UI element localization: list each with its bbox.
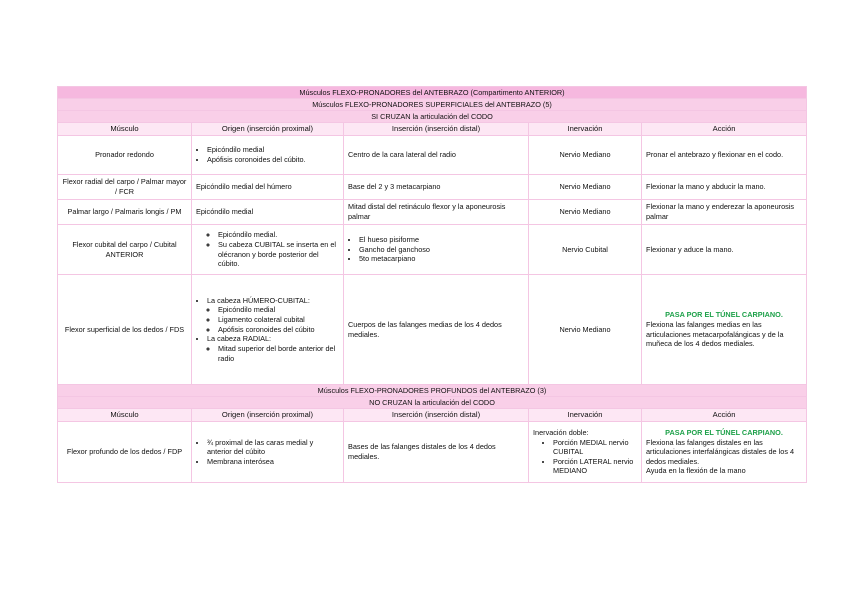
header-insertion: Inserción (inserción distal): [344, 409, 529, 422]
nerve-item: • Porción LATERAL nervio MEDIANO: [553, 457, 637, 476]
header-muscle: Músculo: [58, 409, 192, 422]
table-row: [58, 275, 807, 385]
action-text: Flexiona las falanges distales en las articulaciones interfalángicas distales de los 4 dedos mediales.: [646, 437, 795, 466]
muscle-name: Flexor profundo de los dedos / FDP: [58, 422, 192, 483]
table-row: [58, 200, 807, 225]
insertion-cell: Cuerpos de las falanges medias de los 4 dedos mediales.: [344, 275, 529, 385]
origin-item: ◦ Epicóndilo medial: [218, 305, 339, 315]
muscle-name: Flexor cubital del carpo / Cubital ANTERIOR: [58, 225, 192, 275]
column-header-row: [58, 409, 807, 422]
carpal-tunnel-note: PASA POR EL TÚNEL CARPIANO.: [665, 427, 783, 437]
header-insertion: Inserción (inserción distal): [344, 123, 529, 136]
insertion-cell: Base del 2 y 3 metacarpiano: [344, 175, 529, 200]
origin-item: • Membrana interósea: [207, 457, 339, 467]
origin-cell: [192, 225, 344, 275]
nerve-cell: Nervio Mediano: [529, 175, 642, 200]
carpal-tunnel-note: PASA POR EL TÚNEL CARPIANO.: [665, 310, 783, 320]
column-header-row: [58, 123, 807, 136]
action-cell: [642, 422, 807, 483]
muscle-name: Pronador redondo: [58, 136, 192, 175]
superficial-group-title: Músculos FLEXO-PRONADORES SUPERFICIALES del ANTEBRAZO (5): [58, 99, 807, 111]
nerve-cell: Nervio Mediano: [529, 200, 642, 225]
origin-item: ◦ Mitad superior del borde anterior del radio: [218, 344, 339, 363]
nerve-cell: Nervio Mediano: [529, 275, 642, 385]
insertion-item: • 5to metacarpiano: [359, 254, 524, 264]
muscle-name: Flexor radial del carpo / Palmar mayor / FCR: [58, 175, 192, 200]
origin-cell: Epicóndilo medial del húmero: [192, 175, 344, 200]
header-nerve: Inervación: [529, 123, 642, 136]
insertion-cell: [344, 225, 529, 275]
origin-head: [207, 334, 339, 363]
nerve-item: • Porción MEDIAL nervio CUBITAL: [553, 438, 637, 457]
nerve-cell: Nervio Mediano: [529, 136, 642, 175]
origin-cell: [192, 422, 344, 483]
table-row: [58, 175, 807, 200]
origin-cell: [192, 275, 344, 385]
action-cell: Flexionar y aduce la mano.: [642, 225, 807, 275]
insertion-cell: Mitad distal del retináculo flexor y la aponeurosis palmar: [344, 200, 529, 225]
muscle-table: [57, 86, 807, 483]
action-text: Flexiona las falanges medias en las articulaciones metacarpofalángicas y de la muñeca de los 4 dedos mediales.: [646, 319, 784, 349]
origin-item: ◦ Epicóndilo medial.: [218, 230, 339, 240]
header-nerve: Inervación: [529, 409, 642, 422]
nerve-cell: Nervio Cubital: [529, 225, 642, 275]
origin-cell: [192, 136, 344, 175]
deep-group-subtitle: NO CRUZAN la articulación del CODO: [58, 397, 807, 409]
nerve-title: Inervación doble:: [533, 427, 589, 437]
header-origin: Origen (inserción proximal): [192, 409, 344, 422]
header-action: Acción: [642, 409, 807, 422]
deep-group-title: Músculos FLEXO-PRONADORES PROFUNDOS del ANTEBRAZO (3): [58, 385, 807, 397]
insertion-item: • El hueso pisiforme: [359, 235, 524, 245]
action-cell: [642, 275, 807, 385]
origin-head-label: La cabeza RADIAL:: [207, 334, 272, 344]
table-title: Músculos FLEXO-PRONADORES del ANTEBRAZO (Compartimento ANTERIOR): [58, 87, 807, 99]
origin-item: • Epicóndilo medial: [207, 145, 339, 155]
superficial-group-subtitle: SI CRUZAN la articulación del CODO: [58, 111, 807, 123]
insertion-item: • Gancho del ganchoso: [359, 245, 524, 255]
header-muscle: Músculo: [58, 123, 192, 136]
action-cell: Flexionar la mano y enderezar la aponeurosis palmar: [642, 200, 807, 225]
table-row: [58, 136, 807, 175]
action-cell: Pronar el antebrazo y flexionar en el codo.: [642, 136, 807, 175]
table-row: [58, 225, 807, 275]
insertion-cell: Bases de las falanges distales de los 4 dedos mediales.: [344, 422, 529, 483]
header-action: Acción: [642, 123, 807, 136]
header-origin: Origen (inserción proximal): [192, 123, 344, 136]
table-row: [58, 422, 807, 483]
origin-item: ◦ Su cabeza CUBITAL se inserta en el olécranon y borde posterior del cúbito.: [218, 240, 339, 269]
origin-item: ◦ Apófisis coronoides del cúbito: [218, 325, 339, 335]
muscle-table-sheet: [57, 86, 806, 483]
origin-cell: Epicóndilo medial: [192, 200, 344, 225]
origin-item: • Apófisis coronoides del cúbito.: [207, 155, 339, 165]
origin-item: • ¾ proximal de las caras medial y anterior del cúbito: [207, 438, 339, 457]
origin-head-label: La cabeza HÚMERO-CUBITAL:: [207, 295, 310, 305]
action-extra: Ayuda en la flexión de la mano: [646, 466, 746, 476]
nerve-cell: [529, 422, 642, 483]
insertion-cell: Centro de la cara lateral del radio: [344, 136, 529, 175]
muscle-name: Palmar largo / Palmaris longis / PM: [58, 200, 192, 225]
origin-item: ◦ Ligamento colateral cubital: [218, 315, 339, 325]
action-cell: Flexionar la mano y abducir la mano.: [642, 175, 807, 200]
origin-head: [207, 296, 339, 335]
muscle-name: Flexor superficial de los dedos / FDS: [58, 275, 192, 385]
